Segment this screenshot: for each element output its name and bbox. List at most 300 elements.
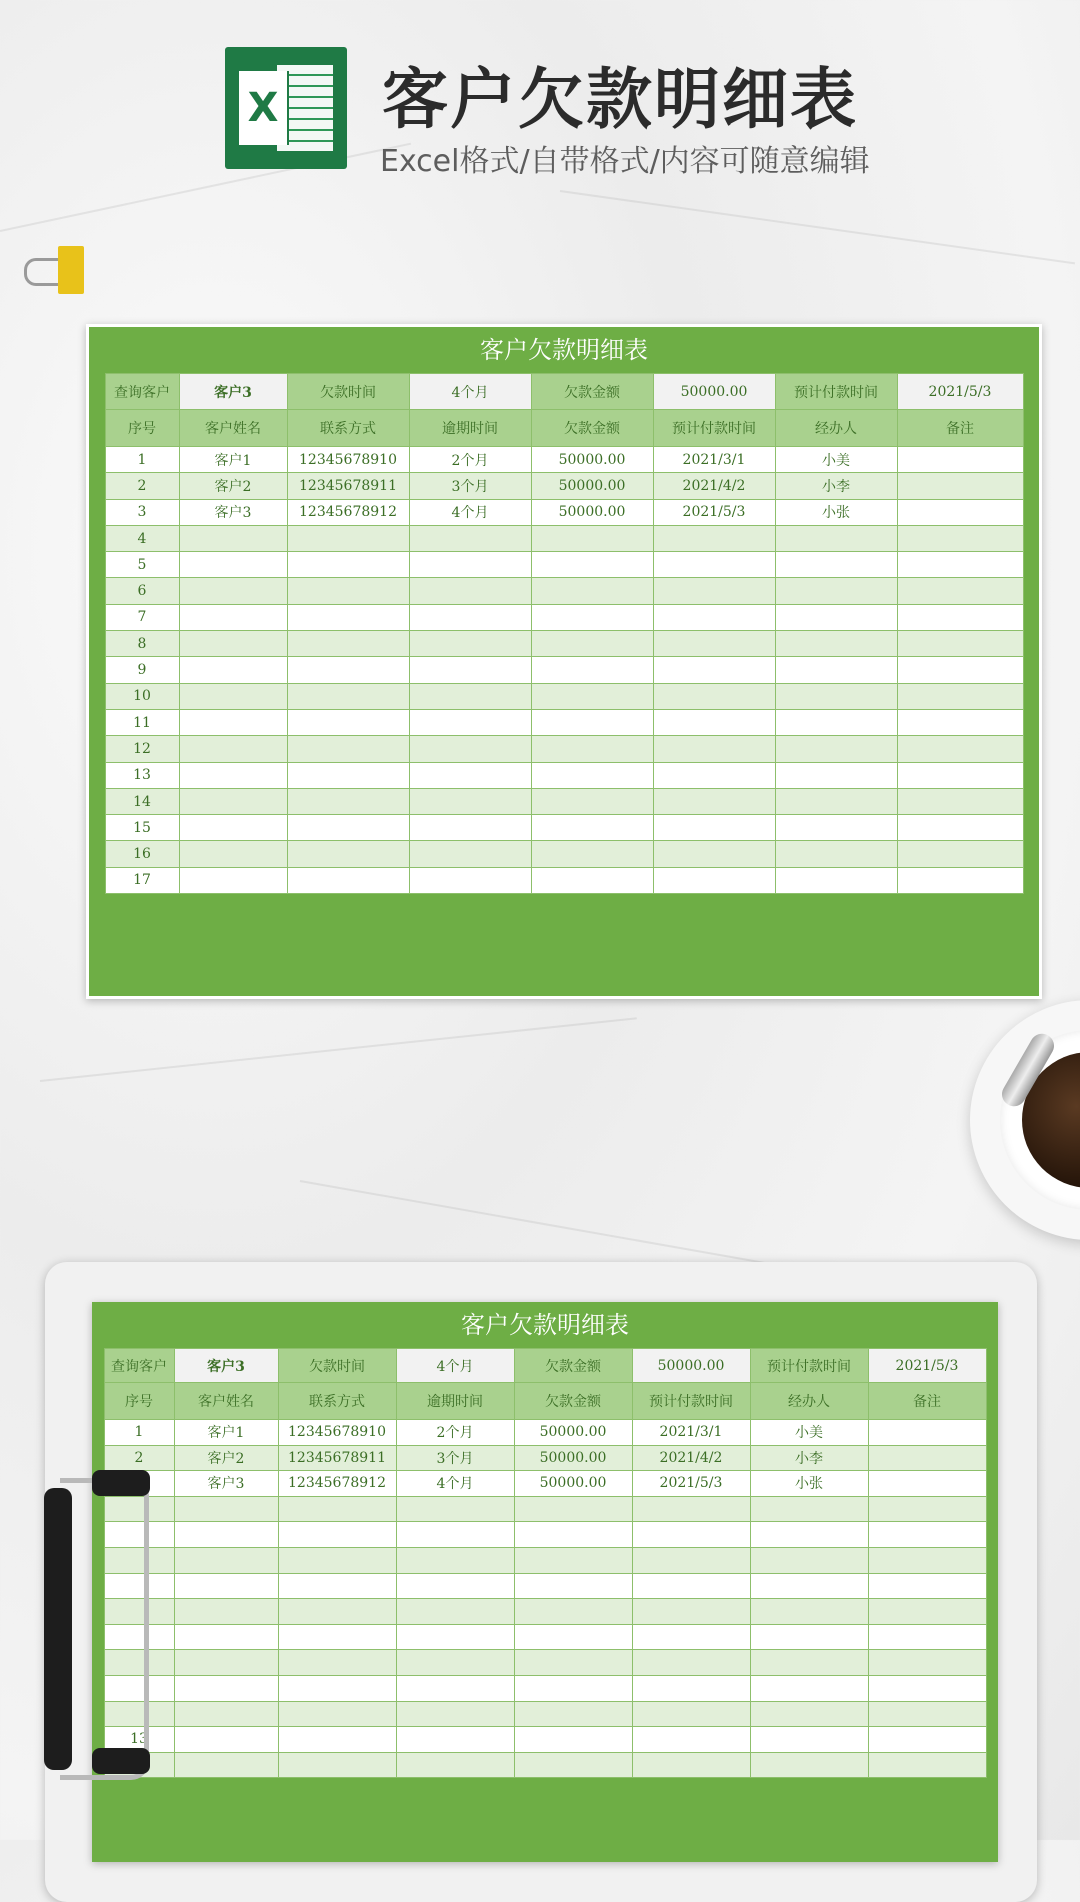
- table-cell[interactable]: [409, 841, 531, 867]
- table-cell[interactable]: 2个月: [409, 447, 531, 473]
- table-cell[interactable]: [174, 1650, 278, 1676]
- table-cell[interactable]: [278, 1624, 396, 1650]
- query-time-value: 4个月: [396, 1349, 514, 1383]
- table-cell[interactable]: [897, 473, 1023, 499]
- table-cell[interactable]: [409, 683, 531, 709]
- table-row: [105, 709, 1023, 735]
- table-cell[interactable]: [632, 1496, 750, 1522]
- table-cell[interactable]: [897, 499, 1023, 525]
- clipboard-clamp-wire: [60, 1478, 149, 1780]
- table-cell[interactable]: 17: [105, 867, 179, 893]
- table-cell[interactable]: [632, 1624, 750, 1650]
- table-cell[interactable]: [531, 631, 653, 657]
- page-title: 客户欠款明细表: [382, 61, 858, 138]
- table-cell[interactable]: [179, 709, 287, 735]
- table-cell[interactable]: [179, 815, 287, 841]
- table-cell[interactable]: [179, 683, 287, 709]
- table-cell[interactable]: [750, 1752, 868, 1778]
- table-cell[interactable]: [531, 788, 653, 814]
- table-cell[interactable]: [750, 1496, 868, 1522]
- table-cell[interactable]: [409, 631, 531, 657]
- marble-vein: [560, 190, 1075, 264]
- table-cell[interactable]: [514, 1547, 632, 1573]
- table-cell[interactable]: [868, 1675, 986, 1701]
- table-cell[interactable]: 1: [105, 447, 179, 473]
- table-cell[interactable]: [409, 736, 531, 762]
- table-cell[interactable]: [653, 815, 775, 841]
- table-cell[interactable]: [897, 815, 1023, 841]
- table-cell[interactable]: [750, 1522, 868, 1548]
- table-cell[interactable]: [653, 631, 775, 657]
- table-cell[interactable]: [868, 1727, 986, 1753]
- table-cell[interactable]: [514, 1496, 632, 1522]
- table-cell[interactable]: [897, 788, 1023, 814]
- table-cell[interactable]: [775, 604, 897, 630]
- table-cell[interactable]: [179, 841, 287, 867]
- table-cell[interactable]: 16: [105, 841, 179, 867]
- table-row: [105, 657, 1023, 683]
- table-cell[interactable]: [531, 709, 653, 735]
- table-cell[interactable]: [514, 1599, 632, 1625]
- table-cell[interactable]: [868, 1445, 986, 1471]
- table-cell[interactable]: [278, 1496, 396, 1522]
- query-pay-value: 2021/5/3: [897, 374, 1023, 410]
- table-cell[interactable]: 4个月: [396, 1471, 514, 1497]
- sheet-preview-top: [86, 324, 1042, 999]
- query-row: [105, 374, 1023, 410]
- table-row: [105, 631, 1023, 657]
- table-cell[interactable]: [531, 683, 653, 709]
- column-header: 预计付款时间: [653, 410, 775, 447]
- table-cell[interactable]: [514, 1675, 632, 1701]
- table-cell[interactable]: 2021/5/3: [632, 1471, 750, 1497]
- table-cell[interactable]: [174, 1727, 278, 1753]
- table-cell[interactable]: [278, 1727, 396, 1753]
- table-cell[interactable]: 50000.00: [531, 499, 653, 525]
- table-cell[interactable]: [396, 1650, 514, 1676]
- table-cell[interactable]: [287, 631, 409, 657]
- table-cell[interactable]: [868, 1522, 986, 1548]
- table-cell[interactable]: [396, 1547, 514, 1573]
- table-cell[interactable]: [409, 762, 531, 788]
- table-cell[interactable]: [409, 552, 531, 578]
- table-cell[interactable]: [409, 657, 531, 683]
- query-pay-value: 2021/5/3: [868, 1349, 986, 1383]
- table-cell[interactable]: [775, 788, 897, 814]
- table-cell[interactable]: [653, 867, 775, 893]
- table-cell[interactable]: [278, 1599, 396, 1625]
- table-cell[interactable]: 小张: [750, 1471, 868, 1497]
- query-time-label: 欠款时间: [278, 1349, 396, 1383]
- table-cell[interactable]: [653, 525, 775, 551]
- column-header: 备注: [868, 1383, 986, 1420]
- table-cell[interactable]: [868, 1624, 986, 1650]
- table-cell[interactable]: [775, 657, 897, 683]
- table-cell[interactable]: [531, 657, 653, 683]
- table-cell[interactable]: [287, 525, 409, 551]
- table-cell[interactable]: [653, 683, 775, 709]
- column-header: 逾期时间: [396, 1383, 514, 1420]
- table-cell[interactable]: [653, 841, 775, 867]
- table-cell[interactable]: 12345678911: [278, 1445, 396, 1471]
- table-cell[interactable]: [179, 762, 287, 788]
- table-cell[interactable]: [632, 1650, 750, 1676]
- table-cell[interactable]: 1: [104, 1420, 174, 1446]
- table-cell[interactable]: [287, 815, 409, 841]
- table-cell[interactable]: 11: [105, 709, 179, 735]
- table-cell[interactable]: [653, 736, 775, 762]
- table-row: [104, 1573, 986, 1599]
- table-cell[interactable]: 客户2: [179, 473, 287, 499]
- table-cell[interactable]: 4个月: [409, 499, 531, 525]
- table-cell[interactable]: 50000.00: [514, 1471, 632, 1497]
- table-cell[interactable]: [775, 578, 897, 604]
- table-cell[interactable]: [278, 1701, 396, 1727]
- table-cell[interactable]: [174, 1624, 278, 1650]
- table-cell[interactable]: [868, 1701, 986, 1727]
- table-cell[interactable]: [287, 657, 409, 683]
- sheet-title: 客户欠款明细表: [480, 336, 648, 364]
- table-cell[interactable]: 8: [105, 631, 179, 657]
- table-cell[interactable]: [653, 657, 775, 683]
- table-cell[interactable]: [278, 1573, 396, 1599]
- table-cell[interactable]: [531, 525, 653, 551]
- table-cell[interactable]: 2个月: [396, 1420, 514, 1446]
- table-row: [104, 1599, 986, 1625]
- table-cell[interactable]: 小李: [775, 473, 897, 499]
- table-cell[interactable]: [396, 1624, 514, 1650]
- table-cell[interactable]: [179, 525, 287, 551]
- table-cell[interactable]: [632, 1599, 750, 1625]
- table-cell[interactable]: 2: [104, 1445, 174, 1471]
- table-cell[interactable]: [287, 867, 409, 893]
- table-cell[interactable]: 客户2: [174, 1445, 278, 1471]
- table-cell[interactable]: [868, 1496, 986, 1522]
- table-cell[interactable]: [653, 604, 775, 630]
- table-cell[interactable]: [897, 867, 1023, 893]
- table-row: [104, 1420, 986, 1446]
- table-row: [104, 1522, 986, 1548]
- table-cell[interactable]: [653, 578, 775, 604]
- table-cell[interactable]: [653, 788, 775, 814]
- column-header-row: [105, 410, 1023, 447]
- table-cell[interactable]: [287, 578, 409, 604]
- table-cell[interactable]: [514, 1522, 632, 1548]
- table-cell[interactable]: [287, 709, 409, 735]
- table-cell[interactable]: [396, 1522, 514, 1548]
- table-cell[interactable]: 3个月: [396, 1445, 514, 1471]
- table-cell[interactable]: [174, 1496, 278, 1522]
- table-cell[interactable]: [897, 683, 1023, 709]
- table-cell[interactable]: [897, 552, 1023, 578]
- table-cell[interactable]: 5: [105, 552, 179, 578]
- table-cell[interactable]: 12345678912: [287, 499, 409, 525]
- table-cell[interactable]: [514, 1727, 632, 1753]
- table-cell[interactable]: [409, 788, 531, 814]
- table-cell[interactable]: [174, 1573, 278, 1599]
- table-cell[interactable]: [287, 683, 409, 709]
- table-cell[interactable]: [632, 1727, 750, 1753]
- table-cell[interactable]: [897, 841, 1023, 867]
- query-customer-value[interactable]: 客户3: [179, 374, 287, 410]
- table-cell[interactable]: [179, 552, 287, 578]
- page-subtitle: Excel格式/自带格式/内容可随意编辑: [380, 144, 870, 179]
- table-cell[interactable]: 9: [105, 657, 179, 683]
- table-cell[interactable]: [531, 604, 653, 630]
- query-pay-label: 预计付款时间: [775, 374, 897, 410]
- query-amount-value: 50000.00: [632, 1349, 750, 1383]
- query-pay-label: 预计付款时间: [750, 1349, 868, 1383]
- table-cell[interactable]: 12345678910: [278, 1420, 396, 1446]
- column-header: 预计付款时间: [632, 1383, 750, 1420]
- sheet-title: 客户欠款明细表: [461, 1311, 629, 1339]
- table-cell[interactable]: 小美: [750, 1420, 868, 1446]
- table-cell[interactable]: [775, 815, 897, 841]
- table-cell[interactable]: [287, 736, 409, 762]
- table-cell[interactable]: [179, 788, 287, 814]
- column-header: 序号: [105, 410, 179, 447]
- table-cell[interactable]: [750, 1624, 868, 1650]
- table-cell[interactable]: [632, 1675, 750, 1701]
- table-cell[interactable]: [174, 1752, 278, 1778]
- table-cell[interactable]: [750, 1599, 868, 1625]
- table-cell[interactable]: 12345678910: [287, 447, 409, 473]
- column-header: 序号: [104, 1383, 174, 1420]
- query-row: [104, 1349, 986, 1383]
- query-customer-label: 查询客户: [104, 1349, 174, 1383]
- table-cell[interactable]: [409, 709, 531, 735]
- table-cell[interactable]: 3: [105, 499, 179, 525]
- table-cell[interactable]: [174, 1675, 278, 1701]
- table-cell[interactable]: 2021/4/2: [632, 1445, 750, 1471]
- table-cell[interactable]: [174, 1547, 278, 1573]
- table-cell[interactable]: [396, 1752, 514, 1778]
- table-cell[interactable]: [278, 1522, 396, 1548]
- table-cell[interactable]: [287, 552, 409, 578]
- table-cell[interactable]: [897, 657, 1023, 683]
- table-cell[interactable]: [531, 736, 653, 762]
- table-cell[interactable]: [897, 736, 1023, 762]
- query-customer-label: 查询客户: [105, 374, 179, 410]
- table-cell[interactable]: 13: [105, 762, 179, 788]
- table-cell[interactable]: [775, 683, 897, 709]
- table-cell[interactable]: 3个月: [409, 473, 531, 499]
- table-cell[interactable]: 50000.00: [531, 473, 653, 499]
- table-cell[interactable]: [531, 762, 653, 788]
- table-cell[interactable]: 客户1: [174, 1420, 278, 1446]
- table-row: [105, 867, 1023, 893]
- query-amount-label: 欠款金额: [531, 374, 653, 410]
- table-cell[interactable]: [653, 709, 775, 735]
- table-cell[interactable]: 2021/5/3: [653, 499, 775, 525]
- table-cell[interactable]: [653, 552, 775, 578]
- column-header: 欠款金额: [531, 410, 653, 447]
- table-cell[interactable]: 50000.00: [531, 447, 653, 473]
- table-cell[interactable]: [750, 1727, 868, 1753]
- table-row: [105, 841, 1023, 867]
- table-cell[interactable]: 客户3: [179, 499, 287, 525]
- table-cell[interactable]: [868, 1599, 986, 1625]
- table-cell[interactable]: [287, 788, 409, 814]
- table-cell[interactable]: 7: [105, 604, 179, 630]
- table-cell[interactable]: [287, 604, 409, 630]
- table-cell[interactable]: [897, 631, 1023, 657]
- table-cell[interactable]: [632, 1573, 750, 1599]
- table-cell[interactable]: [179, 578, 287, 604]
- column-header: 客户姓名: [174, 1383, 278, 1420]
- table-cell[interactable]: 2021/4/2: [653, 473, 775, 499]
- table-cell[interactable]: [897, 447, 1023, 473]
- table-cell[interactable]: [750, 1675, 868, 1701]
- table-row: [105, 736, 1023, 762]
- table-cell[interactable]: 小美: [775, 447, 897, 473]
- table-cell[interactable]: [868, 1752, 986, 1778]
- table-cell[interactable]: 14: [105, 788, 179, 814]
- table-row: [105, 525, 1023, 551]
- table-cell[interactable]: 15: [105, 815, 179, 841]
- table-cell[interactable]: [775, 762, 897, 788]
- table-cell[interactable]: [396, 1701, 514, 1727]
- table-cell[interactable]: 小李: [750, 1445, 868, 1471]
- table-cell[interactable]: [514, 1701, 632, 1727]
- table-cell[interactable]: [409, 525, 531, 551]
- table-cell[interactable]: [632, 1752, 750, 1778]
- table-cell[interactable]: [278, 1752, 396, 1778]
- table-cell[interactable]: [396, 1675, 514, 1701]
- table-cell[interactable]: [514, 1650, 632, 1676]
- table-cell[interactable]: [287, 841, 409, 867]
- table-row: [104, 1752, 986, 1778]
- table-cell[interactable]: [775, 525, 897, 551]
- table-cell[interactable]: [775, 552, 897, 578]
- query-amount-value: 50000.00: [653, 374, 775, 410]
- table-cell[interactable]: [396, 1599, 514, 1625]
- table-cell[interactable]: [514, 1752, 632, 1778]
- table-cell[interactable]: [897, 709, 1023, 735]
- table-cell[interactable]: [775, 736, 897, 762]
- table-cell[interactable]: [750, 1573, 868, 1599]
- column-header: 备注: [897, 410, 1023, 447]
- table-cell[interactable]: 12: [105, 736, 179, 762]
- table-cell[interactable]: [775, 631, 897, 657]
- table-cell[interactable]: 2021/3/1: [632, 1420, 750, 1446]
- table-cell[interactable]: 2: [105, 473, 179, 499]
- table-cell[interactable]: [396, 1496, 514, 1522]
- excel-logo-icon: [225, 47, 347, 169]
- table-cell[interactable]: [868, 1547, 986, 1573]
- table-cell[interactable]: [514, 1573, 632, 1599]
- table-row: [105, 499, 1023, 525]
- table-cell[interactable]: [897, 604, 1023, 630]
- table-cell[interactable]: [409, 815, 531, 841]
- table-row: [105, 788, 1023, 814]
- marble-vein: [40, 1017, 637, 1082]
- excel-logo-letter: X: [239, 71, 287, 145]
- table-cell[interactable]: 13: [104, 1727, 174, 1753]
- table-cell[interactable]: [897, 762, 1023, 788]
- table-cell[interactable]: [750, 1547, 868, 1573]
- table-cell[interactable]: [514, 1624, 632, 1650]
- table-row: [104, 1496, 986, 1522]
- table-cell[interactable]: 4: [105, 525, 179, 551]
- table-cell[interactable]: [278, 1547, 396, 1573]
- table-row: [105, 604, 1023, 630]
- table-cell[interactable]: [174, 1701, 278, 1727]
- table-cell[interactable]: [174, 1522, 278, 1548]
- query-time-label: 欠款时间: [287, 374, 409, 410]
- binder-clip-icon: [22, 246, 86, 296]
- table-cell[interactable]: [775, 841, 897, 867]
- table-cell[interactable]: 10: [105, 683, 179, 709]
- table-cell[interactable]: [531, 867, 653, 893]
- table-cell[interactable]: [531, 815, 653, 841]
- table-cell[interactable]: [750, 1650, 868, 1676]
- marble-vein: [300, 1180, 812, 1272]
- table-cell[interactable]: [179, 657, 287, 683]
- table-cell[interactable]: [409, 578, 531, 604]
- table-cell[interactable]: [179, 867, 287, 893]
- table-cell[interactable]: 2021/3/1: [653, 447, 775, 473]
- table-cell[interactable]: [897, 525, 1023, 551]
- table-cell[interactable]: [868, 1573, 986, 1599]
- table-cell[interactable]: [897, 578, 1023, 604]
- table-cell[interactable]: [750, 1701, 868, 1727]
- table-cell[interactable]: [278, 1675, 396, 1701]
- table-cell[interactable]: [775, 867, 897, 893]
- table-cell[interactable]: [775, 709, 897, 735]
- table-cell[interactable]: [396, 1573, 514, 1599]
- table-cell[interactable]: [653, 762, 775, 788]
- table-cell[interactable]: 6: [105, 578, 179, 604]
- table-cell[interactable]: 小张: [775, 499, 897, 525]
- table-row: [105, 578, 1023, 604]
- table-cell[interactable]: [179, 631, 287, 657]
- table-cell[interactable]: [174, 1599, 278, 1625]
- clipboard-clamp-icon: [44, 1488, 72, 1770]
- table-cell[interactable]: [179, 604, 287, 630]
- table-cell[interactable]: [632, 1701, 750, 1727]
- table-cell[interactable]: [531, 578, 653, 604]
- query-customer-value[interactable]: 客户3: [174, 1349, 278, 1383]
- table-cell[interactable]: [179, 736, 287, 762]
- table-cell[interactable]: [868, 1650, 986, 1676]
- table-cell[interactable]: 客户1: [179, 447, 287, 473]
- table-cell[interactable]: 客户3: [174, 1471, 278, 1497]
- query-time-value: 4个月: [409, 374, 531, 410]
- table-cell[interactable]: [868, 1471, 986, 1497]
- table-cell[interactable]: [396, 1727, 514, 1753]
- table-cell[interactable]: [632, 1547, 750, 1573]
- table-cell[interactable]: 12345678911: [287, 473, 409, 499]
- table-cell[interactable]: [278, 1650, 396, 1676]
- table-cell[interactable]: 50000.00: [514, 1420, 632, 1446]
- table-cell[interactable]: 50000.00: [514, 1445, 632, 1471]
- table-cell[interactable]: [287, 762, 409, 788]
- table-cell[interactable]: [632, 1522, 750, 1548]
- column-header: 联系方式: [278, 1383, 396, 1420]
- table-cell[interactable]: [409, 604, 531, 630]
- table-cell[interactable]: 12345678912: [278, 1471, 396, 1497]
- table-row: [104, 1701, 986, 1727]
- table-cell[interactable]: [531, 841, 653, 867]
- column-header: 逾期时间: [409, 410, 531, 447]
- column-header: 客户姓名: [179, 410, 287, 447]
- table-row: [105, 552, 1023, 578]
- table-cell[interactable]: [868, 1420, 986, 1446]
- table-cell[interactable]: [409, 867, 531, 893]
- table-cell[interactable]: [531, 552, 653, 578]
- table-row: [104, 1624, 986, 1650]
